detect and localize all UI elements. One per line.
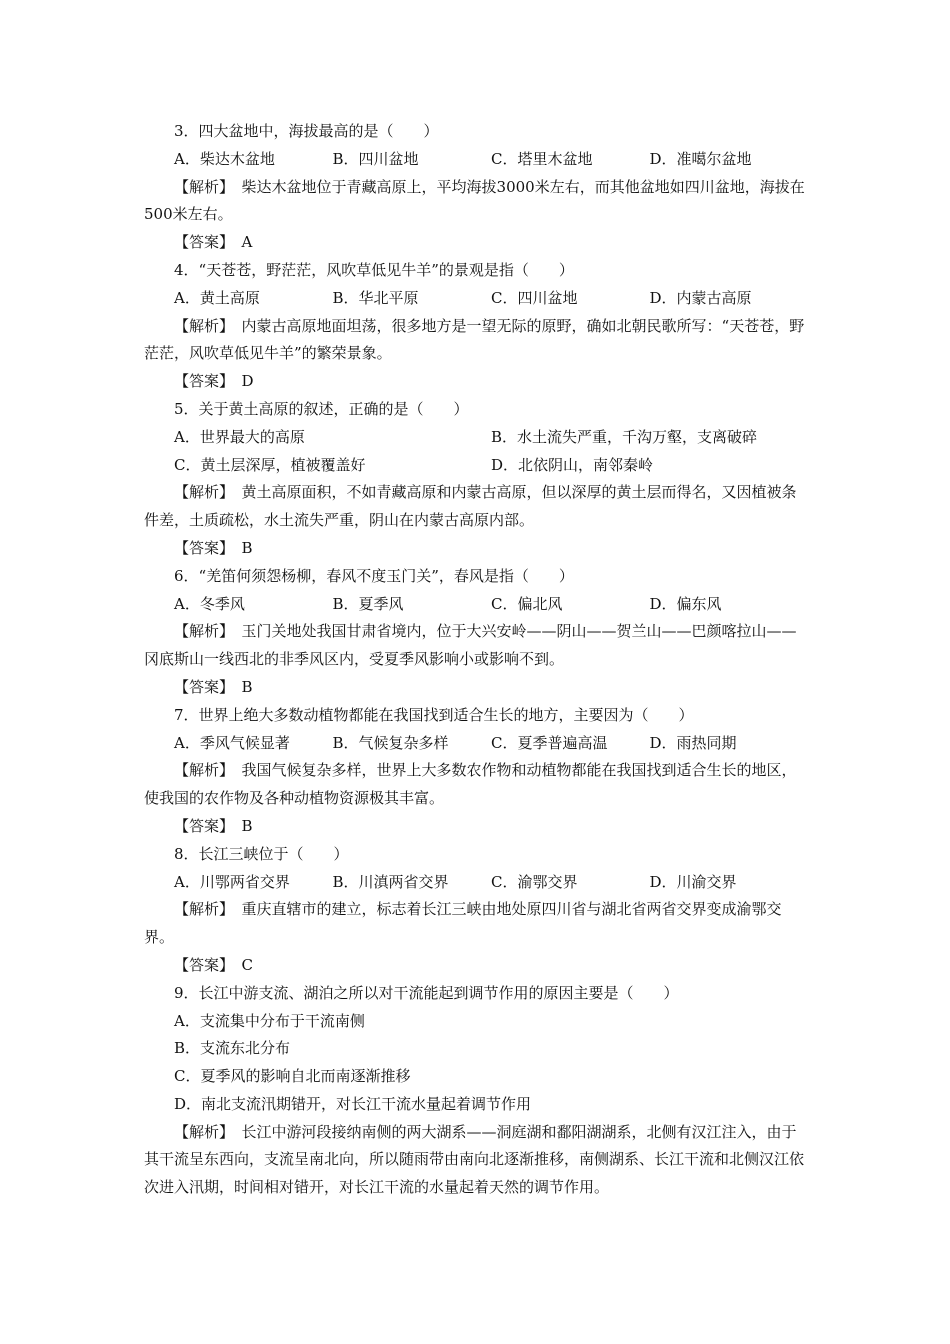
question-7-options (144, 730, 808, 758)
question-7-option-d: D．雨热同期 (649, 733, 737, 752)
question-6-options (144, 591, 808, 619)
question-9-option-d: D．南北支流汛期错开，对长江干流水量起着调节作用 (174, 1094, 532, 1113)
question-5-stem: 5．关于黄土高原的叙述，正确的是（ ） (174, 399, 469, 418)
question-6-stem: 6．“羌笛何须怨杨柳，春风不度玉门关”，春风是指（ ） (174, 566, 574, 585)
question-8-options (144, 869, 808, 897)
question-5-analysis: 【解析】 黄土高原面积，不如青藏高原和内蒙古高原，但以深厚的黄土层而得名，又因植被条件差，土质疏松，水土流失严重，阴山在内蒙古高原内部。 (144, 483, 797, 530)
document-page (144, 118, 808, 1202)
question-7-analysis: 【解析】 我国气候复杂多样，世界上大多数农作物和动植物都能在我国找到适合生长的地区，使我国的农作物及各种动植物资源极其丰富。 (144, 761, 797, 808)
question-8-answer: 【答案】 C (174, 955, 254, 974)
question-5-option-d: D．北依阴山，南邻秦岭 (491, 455, 654, 474)
question-6-option-b: B．夏季风 (332, 594, 404, 613)
question-3-analysis: 【解析】 柴达木盆地位于青藏高原上，平均海拔3000米左右，而其他盆地如四川盆地，海拔在500米左右。 (144, 177, 805, 224)
question-3-option-d: D．准噶尔盆地 (649, 149, 752, 168)
question-8-option-b: B．川滇两省交界 (332, 872, 449, 891)
question-7-stem: 7．世界上绝大多数动植物都能在我国找到适合生长的地方，主要因为（ ） (174, 705, 694, 724)
question-4-analysis: 【解析】 内蒙古高原地面坦荡，很多地方是一望无际的原野，确如北朝民歌所写：“天苍苍，野茫茫，风吹草低见牛羊”的繁荣景象。 (144, 316, 805, 363)
question-5-options-row1 (144, 424, 808, 452)
question-7-option-a: A．季风气候显著 (174, 733, 290, 752)
question-8-option-a: A．川鄂两省交界 (174, 872, 290, 891)
question-5-answer: 【答案】 B (174, 538, 253, 557)
question-4-option-b: B．华北平原 (332, 288, 419, 307)
question-9-stem: 9．长江中游支流、湖泊之所以对干流能起到调节作用的原因主要是（ ） (174, 983, 679, 1002)
question-9-option-c: C．夏季风的影响自北而南逐渐推移 (174, 1067, 411, 1086)
question-4-option-d: D．内蒙古高原 (649, 288, 752, 307)
question-3-option-a: A．柴达木盆地 (174, 149, 275, 168)
question-9-option-b: B．支流东北分布 (174, 1039, 291, 1058)
question-7-answer: 【答案】 B (174, 816, 253, 835)
question-6-option-c: C．偏北风 (491, 594, 563, 613)
question-3-option-b: B．四川盆地 (332, 149, 419, 168)
question-3-answer: 【答案】 A (174, 233, 253, 252)
question-8-stem: 8．长江三峡位于（ ） (174, 844, 349, 863)
question-4-answer: 【答案】 D (174, 372, 254, 391)
question-6-option-d: D．偏东风 (649, 594, 722, 613)
question-9-option-a: A．支流集中分布于干流南侧 (174, 1011, 365, 1030)
question-6-analysis: 【解析】 玉门关地处我国甘肃省境内，位于大兴安岭——阴山——贺兰山——巴颜喀拉山——冈底斯山一线西北的非季风区内，受夏季风影响小或影响不到。 (144, 622, 797, 669)
question-9-analysis: 【解析】 长江中游河段接纳南侧的两大湖系——洞庭湖和鄱阳湖湖系，北侧有汉江注入，由于其干流呈东西向，支流呈南北向，所以随雨带由南向北逐渐推移，南侧湖系、长江干流和北侧汉江依次进入汛期，时间相对错开，对长江干流的水量起着天然的调节作用。 (144, 1122, 805, 1197)
question-4-options (144, 285, 808, 313)
question-8-analysis: 【解析】 重庆直辖市的建立，标志着长江三峡由地处原四川省与湖北省两省交界变成渝鄂交界。 (144, 900, 782, 947)
question-4-option-c: C．四川盆地 (491, 288, 578, 307)
question-6-answer: 【答案】 B (174, 677, 253, 696)
question-4-stem: 4．“天苍苍，野茫茫，风吹草低见牛羊”的景观是指（ ） (174, 260, 574, 279)
question-5-option-c: C．黄土层深厚，植被覆盖好 (174, 455, 366, 474)
question-5-option-a: A．世界最大的高原 (174, 427, 305, 446)
question-8-option-c: C．渝鄂交界 (491, 872, 578, 891)
question-8-option-d: D．川渝交界 (649, 872, 737, 891)
question-7-option-b: B．气候复杂多样 (332, 733, 449, 752)
question-3-options (144, 146, 808, 174)
question-4-option-a: A．黄土高原 (174, 288, 260, 307)
question-5-options-row2 (144, 452, 808, 480)
question-5-option-b: B．水土流失严重，千沟万壑，支离破碎 (491, 427, 758, 446)
question-3-stem: 3．四大盆地中，海拔最高的是（ ） (174, 122, 439, 140)
question-6-option-a: A．冬季风 (174, 594, 245, 613)
question-7-option-c: C．夏季普遍高温 (491, 733, 608, 752)
question-3-option-c: C．塔里木盆地 (491, 149, 593, 168)
